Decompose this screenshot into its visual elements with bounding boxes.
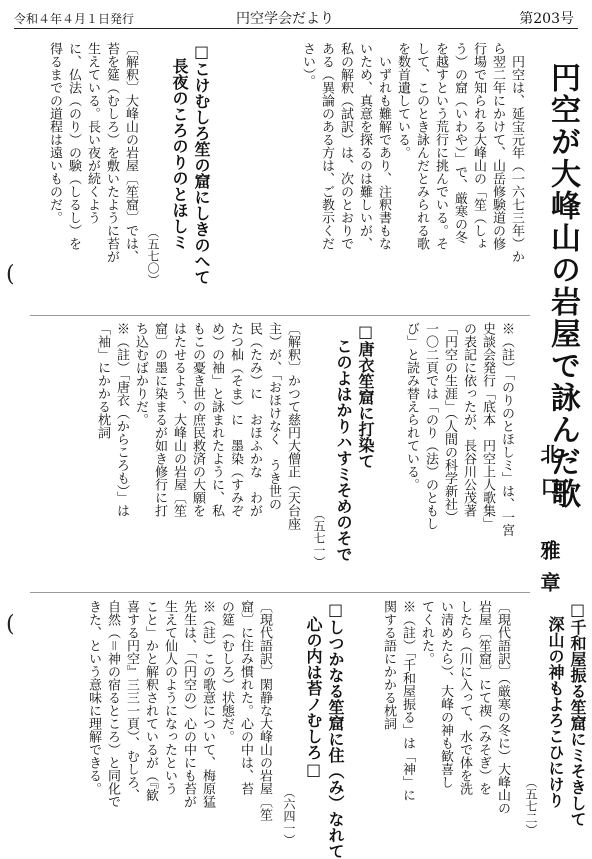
- text-line: 行場で知られる大峰山の「笙（しょ: [471, 42, 486, 250]
- poem-a-explanation: [30, 42, 140, 312]
- text-line: 窟〕に住み慣れた。心の中は、苔: [238, 600, 253, 795]
- text-line: 主）が、「おほけなく うき世の: [266, 322, 281, 511]
- text-line: う）の窟（いわや）」で、厳寒の冬: [452, 42, 467, 244]
- text-line: 円空は、延宝元年（一六七三年）か: [509, 42, 524, 263]
- text-line: 岩屋〔笙窟〕にて禊（みそぎ）を: [476, 600, 491, 795]
- poem-d-explanation: [64, 600, 274, 840]
- text-line: ※（註）この歌意について、梅原猛: [200, 600, 215, 808]
- poem-a: [162, 42, 212, 285]
- text-line: 私の解釈（試訳）は、次のとおりで: [338, 42, 353, 250]
- text-line: はたせるよう、大峰山の岩屋〔笙: [171, 322, 186, 517]
- poem-line: □千和屋振る笙窟にミそきして: [568, 600, 587, 827]
- text-line: に、仏法（のり）の験（しるし）を: [66, 42, 81, 250]
- text-line: 苔を筵（むしろ）を敷いたように苔が: [104, 42, 119, 263]
- poem-a-note: [386, 322, 516, 592]
- text-line: ある（異論のある方は、ご教示くだ: [319, 42, 334, 250]
- poem-line: □唐衣笙窟に打染て: [356, 322, 375, 469]
- poem-line: このよはかりハすミそめのそで: [334, 322, 353, 562]
- text-line: 史談会発行「底本 円空上人歌集」: [480, 322, 495, 530]
- text-line: 「円空の生涯」（人間の科学新社）: [442, 322, 457, 524]
- poem-c-number: （五七二）: [524, 776, 538, 836]
- poem-line: 心の内は苔ノむしろ□: [304, 600, 323, 779]
- poem-d-number: （六四一）: [282, 786, 296, 846]
- poem-b: [326, 322, 376, 562]
- text-line: 〔現代語訳〕（厳寒の冬に）大峰山の: [495, 600, 510, 815]
- binding-mark-top: (: [6, 262, 15, 287]
- binding-mark-bottom: (: [6, 612, 15, 637]
- text-line: ら翌二年にかけて、山岳修験道の修: [490, 42, 505, 250]
- text-line: 〔現代語訳〕閑静な大峰山の岩屋〔笙: [257, 600, 272, 821]
- text-line: いずれも難解であり、注釈書もな: [376, 42, 391, 250]
- poem-line: □しつかなる笙窟に住（み）なれて: [326, 600, 345, 859]
- text-line: 〔解釈〕かつて慈円大僧正（天台座: [285, 322, 300, 530]
- text-line: もこの憂き世の庶民救済の大願を: [190, 322, 205, 517]
- text-line: 生えている。長い夜が続くよう: [85, 42, 100, 224]
- issue-date: 令和４年４月１日発行: [14, 12, 135, 26]
- text-line: い清めたら）、大峰の神も歓喜し: [438, 600, 453, 789]
- header-rule: [14, 28, 578, 29]
- newsletter-name: 円空学会だより: [236, 11, 334, 27]
- text-line: して、このとき詠んだとみられる歌: [414, 42, 429, 250]
- text-line: したら（川に入って、水で体を洗: [457, 600, 472, 795]
- text-line: の筵（むしろ）状態だ。: [219, 600, 234, 743]
- text-line: きた、という意味に理解できる。: [86, 600, 101, 795]
- text-line: 先生は、「（円空の）心の中にも苔が: [181, 600, 196, 808]
- issue-number: 第203号: [519, 11, 574, 27]
- text-line: を越すという荒行に挑んでいる。そ: [433, 42, 448, 250]
- text-line: 「袖」にかかる枕詞: [95, 322, 110, 439]
- poem-d: [296, 600, 346, 859]
- text-line: の表記に依ったが、長谷川公茂著: [461, 322, 476, 517]
- text-line: び」と読み替えられている。: [404, 322, 419, 491]
- intro-paragraph: [226, 42, 526, 312]
- text-line: 自然（＝神の宿るところ）と同化で: [105, 600, 120, 808]
- poem-line: 長夜のころのりのとほしミ: [170, 42, 189, 250]
- text-line: たつ杣（そま）に 墨染（すみぞ: [228, 322, 243, 517]
- text-line: ち込むばかりだ。: [133, 322, 148, 426]
- text-line: てくれた。: [419, 600, 434, 665]
- text-line: ※（註）「のりのとほしミ」は、一宮: [499, 322, 514, 537]
- band-divider-1: [30, 315, 530, 316]
- article-title: 円空が大峰山の岩屋で詠んだ歌: [545, 62, 580, 510]
- text-line: 一〇二頁では「のり（法）のともし: [423, 322, 438, 530]
- text-line: 喜する円空』三三一頁）、むしろ、: [124, 600, 139, 802]
- article-author: 北口 雅章: [537, 444, 561, 604]
- text-line: 生えて仙人のようになったという: [162, 600, 177, 795]
- poem-c-explanation: [372, 600, 512, 840]
- text-line: 得るまでの道程は遠いものだ。: [47, 42, 62, 224]
- text-line: ※（註）「千和屋振る」は「神」に: [400, 600, 415, 802]
- text-line: 窟〕の墨に染まるが如き修行に打: [152, 322, 167, 517]
- text-line: こと」かと解釈されているが（『歓: [143, 600, 158, 802]
- text-line: いため、真意を探るのは難しいが、: [357, 42, 372, 250]
- text-line: 関する語にかかる枕詞: [381, 600, 396, 730]
- text-line: め）の袖」と詠まれたように、私: [209, 322, 224, 517]
- poem-b-number: （五七一）: [312, 508, 326, 568]
- poem-b-explanation: [80, 322, 302, 592]
- poem-line: □こけむしろ笙の窟にしきのへて: [192, 42, 211, 285]
- text-line: を数首遺している。: [395, 42, 410, 159]
- text-line: 〔解釈〕大峰山の岩屋〔笙窟〕では、: [123, 42, 138, 263]
- poem-a-number: （五七〇）: [146, 226, 160, 286]
- poem-c: [538, 600, 588, 827]
- text-line: さい）。: [300, 42, 315, 88]
- text-line: ※（註）「唐衣（からころも）」は: [114, 322, 129, 517]
- text-line: 民（たみ）に おほふかな わが: [247, 322, 262, 517]
- band-divider-2: [30, 592, 530, 593]
- poem-line: 深山の神もよろこひにけり: [546, 600, 565, 808]
